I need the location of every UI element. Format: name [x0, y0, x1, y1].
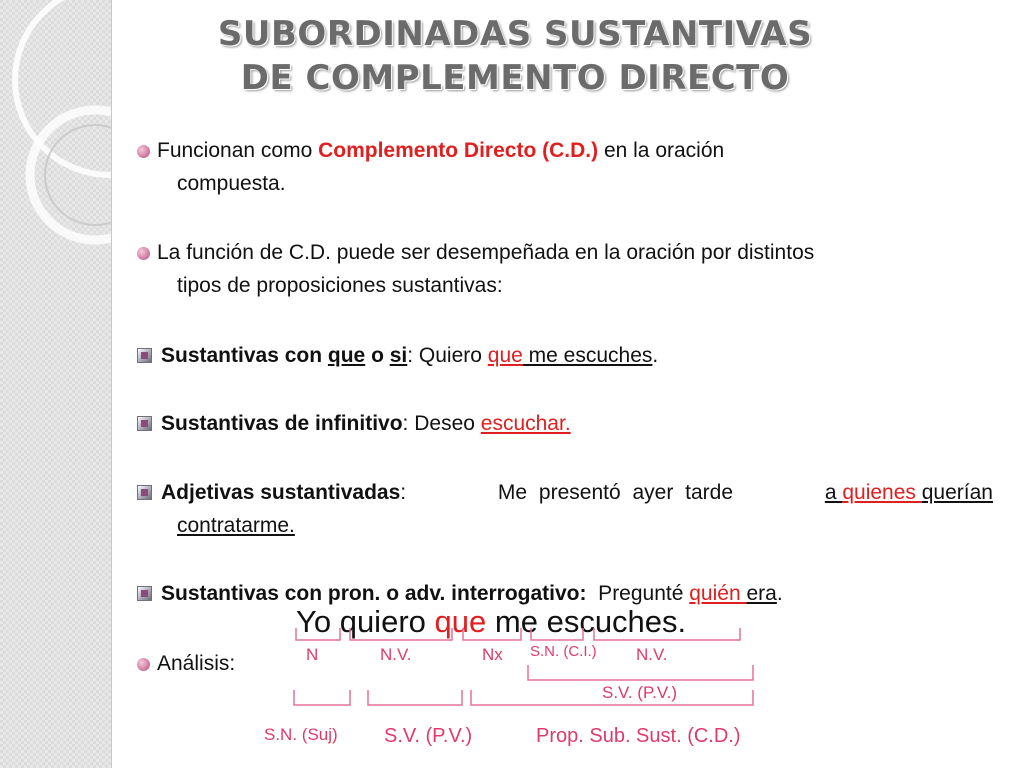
- keyword-si: si: [389, 344, 408, 367]
- example-text: Me presentó ayer tarde: [497, 481, 734, 504]
- bracket-yo: [296, 628, 340, 640]
- bracket-me: [531, 628, 583, 640]
- bullet-label: Sustantivas con: [161, 344, 328, 367]
- bracket-sn-suj: [294, 690, 350, 705]
- label-prop-sub-sust: Prop. Sub. Sust. (C.D.): [536, 725, 741, 747]
- example-red: quién: [689, 582, 747, 605]
- bracket-quiero: [350, 628, 452, 640]
- keyword-que: que: [327, 344, 366, 367]
- colon: :: [400, 481, 407, 504]
- period: .: [776, 582, 783, 605]
- example-underlined: querían: [921, 481, 993, 504]
- period: .: [677, 604, 687, 639]
- label-sv-pv: S.V. (P.V.): [384, 725, 473, 747]
- bullet-continuation: contratarme.: [177, 514, 295, 537]
- word-escuches: escuches: [546, 604, 678, 639]
- label-sn-suj: S.N. (Suj): [264, 725, 338, 744]
- period: .: [652, 344, 659, 367]
- bracket-sv-pv: [368, 690, 462, 705]
- bullet-continuation: tipos de proposiciones sustantivas:: [177, 274, 503, 297]
- label-sn-ci: S.N. (C.I.): [530, 643, 597, 660]
- bullet-label: Sustantivas con pron. o adv. interrogativo:: [161, 582, 587, 605]
- title-line-2: DE COMPLEMENTO DIRECTO: [240, 58, 790, 98]
- bullet-label: Análisis:: [157, 652, 236, 675]
- example-underlined: me escuches: [522, 344, 653, 367]
- example-underlined: era: [746, 582, 777, 605]
- bracket-sv-inner: [528, 665, 753, 680]
- bullet-label: o: [365, 344, 390, 367]
- label-sv-pv-inner: S.V. (P.V.): [602, 683, 677, 702]
- label-nv: N.V.: [636, 645, 668, 664]
- bullet-label: Adjetivas sustantivadas: [161, 481, 401, 504]
- bullet-text: Funcionan como: [157, 139, 319, 162]
- label-n: N: [306, 645, 319, 664]
- bullet-label: Sustantivas de infinitivo: [161, 412, 403, 435]
- bracket-escuches: [594, 628, 740, 640]
- title-line-1: SUBORDINADAS SUSTANTIVAS: [217, 14, 813, 54]
- example-red: que: [487, 344, 523, 367]
- bullet-text: en la oración: [598, 139, 725, 162]
- word-quiero: quiero: [339, 604, 426, 639]
- colon: :: [402, 412, 415, 435]
- example-red: escuchar.: [480, 412, 571, 435]
- example-text: Quiero: [418, 344, 488, 367]
- word-me: me: [494, 604, 538, 639]
- example-text: Deseo: [414, 412, 481, 435]
- label-nv: N.V.: [380, 645, 412, 664]
- example-text: Pregunté: [586, 582, 690, 605]
- word-yo: Yo: [296, 604, 332, 639]
- bullet-text: La función de C.D. puede ser desempeñada en la oración por distintos: [157, 241, 815, 264]
- label-nx: Nx: [482, 645, 503, 664]
- highlight-text: Complemento Directo (C.D.): [318, 139, 599, 162]
- bracket-que: [463, 628, 521, 640]
- word-que: que: [434, 604, 487, 639]
- bullet-continuation: compuesta.: [177, 172, 286, 195]
- example-red: quienes: [842, 481, 922, 504]
- colon: :: [407, 344, 419, 367]
- example-underlined: a: [824, 481, 843, 504]
